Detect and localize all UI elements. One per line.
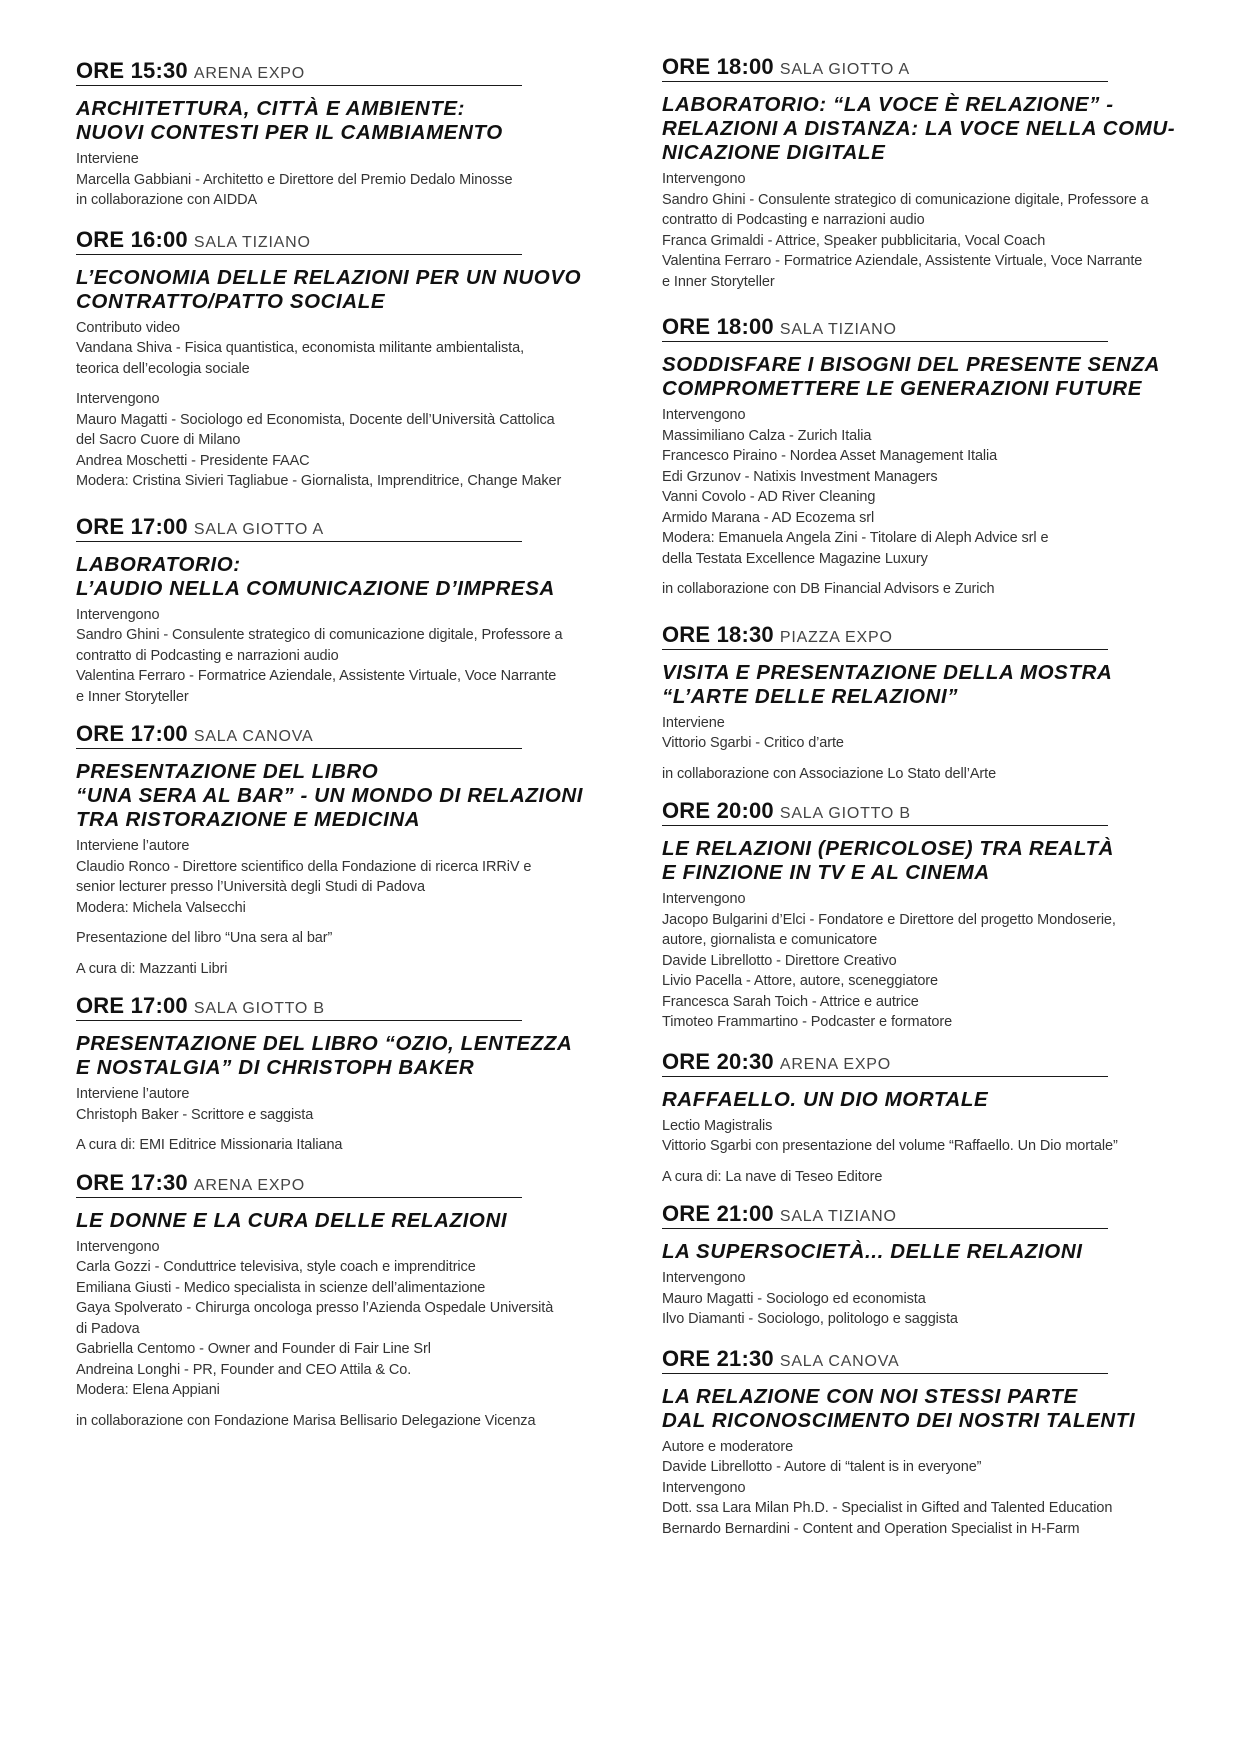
event-header: [76, 993, 522, 1021]
event-venue: SALA TIZIANO: [193, 233, 311, 251]
event-detail-line: Intervengono: [76, 391, 160, 407]
program-event: [662, 622, 1187, 785]
event-detail-line: Interviene: [76, 151, 139, 167]
event-venue: SALA TIZIANO: [779, 321, 897, 338]
event-title: LABORATORIO: L’AUDIO NELLA COMUNICAZIONE D’IMPRESA: [76, 552, 555, 600]
event-detail-line: Christoph Baker - Scrittore e saggista: [76, 1106, 314, 1123]
event-title: PRESENTAZIONE DEL LIBRO “OZIO, LENTEZZA E NOSTALGIA” DI CHRISTOPH BAKER: [76, 1032, 573, 1079]
event-detail-line: Intervengono: [662, 407, 746, 423]
block-gap: [662, 569, 1187, 579]
event-time: ORE 18:00: [662, 314, 774, 339]
event-detail-line: in collaborazione con AIDDA: [76, 192, 258, 208]
program-event: [76, 1170, 601, 1432]
event-time: ORE 15:30: [76, 58, 188, 83]
program-event: [76, 227, 601, 492]
event-detail-line: Francesco Piraino - Nordea Asset Management Italia: [662, 448, 998, 464]
event-time: ORE 20:30: [662, 1048, 774, 1074]
program-event: [76, 721, 601, 979]
event-time: ORE 20:00: [662, 798, 774, 823]
event-detail-line: A cura di: Mazzanti Libri: [76, 960, 228, 977]
event-detail-line: contratto di Podcasting e narrazioni audio: [662, 212, 925, 228]
event-detail-line: Marcella Gabbiani - Architetto e Direttore del Premio Dedalo Minosse: [76, 171, 513, 188]
event-time: ORE 17:00: [76, 513, 188, 539]
event-time: ORE 17:00: [76, 721, 188, 746]
event-time: ORE 16:00: [76, 226, 188, 252]
event-detail-line: Sandro Ghini - Consulente strategico di comunicazione digitale, Professore a: [662, 191, 1149, 208]
event-detail-line: Modera: Elena Appiani: [76, 1382, 220, 1398]
event-detail-line: e Inner Storyteller: [662, 273, 775, 290]
event-title: LABORATORIO: “LA VOCE È RELAZIONE” - RELAZIONI A DISTANZA: LA VOCE NELLA COMU- NICAZIONE DIGITALE: [662, 93, 1176, 164]
event-detail-line: Interviene: [662, 714, 725, 731]
event-title: LE DONNE E LA CURA DELLE RELAZIONI: [76, 1208, 508, 1232]
program-event: [662, 314, 1187, 600]
event-detail-line: Valentina Ferraro - Formatrice Aziendale, Assistente Virtuale, Voce Narrante: [76, 668, 557, 684]
event-header: [662, 54, 1108, 82]
event-detail-line: Modera: Emanuela Angela Zini - Titolare di Aleph Advice srl e: [662, 530, 1049, 546]
event-venue: SALA GIOTTO A: [193, 520, 325, 538]
event-detail-line: Armido Marana - AD Ecozema srl: [662, 509, 875, 526]
event-detail-line: Interviene l’autore: [76, 838, 190, 854]
event-header: [662, 798, 1108, 826]
event-header: [76, 721, 522, 749]
event-detail-line: Mauro Magatti - Sociologo ed Economista, Docente dell’Università Cattolica: [76, 411, 555, 428]
block-gap: [76, 1401, 601, 1411]
event-detail-line: autore, giornalista e comunicatore: [662, 932, 878, 948]
event-title: L’ECONOMIA DELLE RELAZIONI PER UN NUOVO CONTRATTO/PATTO SOCIALE: [76, 265, 582, 313]
event-detail-line: Presentazione del libro “Una sera al bar”: [76, 930, 333, 946]
event-detail-line: Francesca Sarah Toich - Attrice e autrice: [662, 993, 919, 1010]
event-detail-line: in collaborazione con Associazione Lo Stato dell’Arte: [662, 765, 997, 782]
block-gap: [76, 1125, 601, 1135]
event-detail-line: Vanni Covolo - AD River Cleaning: [662, 489, 876, 505]
event-title: LA RELAZIONE CON NOI STESSI PARTE DAL RICONOSCIMENTO DEI NOSTRI TALENTI: [662, 1384, 1136, 1432]
event-detail-line: Davide Librellotto - Autore di “talent is in everyone”: [662, 1459, 982, 1475]
event-detail-line: e Inner Storyteller: [76, 688, 189, 705]
event-detail-line: senior lecturer presso l’Università degli Studi di Padova: [76, 879, 425, 895]
event-detail-line: Valentina Ferraro - Formatrice Aziendale, Assistente Virtuale, Voce Narrante: [662, 253, 1143, 269]
event-venue: ARENA EXPO: [193, 65, 306, 82]
event-header: [662, 1049, 1108, 1077]
event-title: VISITA E PRESENTAZIONE DELLA MOSTRA “L’ARTE DELLE RELAZIONI”: [662, 660, 1113, 708]
event-detail-line: Intervengono: [662, 171, 746, 187]
event-detail-line: Interviene l’autore: [76, 1086, 190, 1102]
event-time: ORE 18:00: [662, 54, 774, 79]
event-detail-line: contratto di Podcasting e narrazioni audio: [76, 647, 339, 664]
block-gap: [662, 754, 1187, 764]
event-venue: SALA GIOTTO A: [779, 61, 911, 78]
event-detail-line: A cura di: EMI Editrice Missionaria Italiana: [76, 1137, 343, 1153]
event-header: [662, 622, 1108, 650]
event-time: ORE 18:30: [662, 621, 774, 647]
event-time: ORE 17:30: [76, 1169, 188, 1195]
event-venue: SALA CANOVA: [193, 728, 314, 745]
program-event: [662, 54, 1187, 292]
event-detail-line: teorica dell’ecologia sociale: [76, 360, 250, 377]
program-event: [76, 58, 601, 211]
event-detail-line: Gaya Spolverato - Chirurga oncologa presso l’Azienda Ospedale Università: [76, 1300, 554, 1316]
event-detail-line: Contributo video: [76, 319, 180, 336]
event-detail-line: Modera: Cristina Sivieri Tagliabue - Giornalista, Imprenditrice, Change Maker: [76, 473, 562, 489]
program-event: [662, 1346, 1187, 1540]
event-detail-line: Autore e moderatore: [662, 1438, 794, 1455]
event-detail-line: Massimiliano Calza - Zurich Italia: [662, 427, 872, 444]
right-column: [662, 54, 1187, 1553]
event-detail-line: Intervengono: [662, 891, 746, 907]
event-detail-line: in collaborazione con DB Financial Advisors e Zurich: [662, 581, 995, 597]
event-title: LA SUPERSOCIETÀ... DELLE RELAZIONI: [662, 1240, 1083, 1263]
event-detail-line: Intervengono: [76, 606, 160, 623]
event-detail-line: Sandro Ghini - Consulente strategico di comunicazione digitale, Professore a: [76, 627, 563, 643]
event-time: ORE 17:00: [76, 993, 188, 1018]
event-title: RAFFAELLO. UN DIO MORTALE: [662, 1087, 989, 1111]
event-title: LE RELAZIONI (PERICOLOSE) TRA REALTÀ E FINZIONE IN TV E AL CINEMA: [662, 837, 1115, 884]
event-detail-line: Gabriella Centomo - Owner and Founder di Fair Line Srl: [76, 1341, 431, 1357]
block-gap: [76, 918, 601, 928]
event-detail-line: in collaborazione con Fondazione Marisa Bellisario Delegazione Vicenza: [76, 1412, 536, 1429]
program-event: [662, 1049, 1187, 1188]
event-venue: SALA GIOTTO B: [779, 805, 911, 822]
event-detail-line: A cura di: La nave di Teseo Editore: [662, 1168, 883, 1185]
event-detail-line: Lectio Magistralis: [662, 1117, 773, 1134]
event-header: [662, 1201, 1108, 1229]
event-detail-line: Andreina Longhi - PR, Founder and CEO Attila & Co.: [76, 1361, 412, 1378]
event-detail-line: Andrea Moschetti - Presidente FAAC: [76, 452, 310, 469]
event-title: SODDISFARE I BISOGNI DEL PRESENTE SENZA COMPROMETTERE LE GENERAZIONI FUTURE: [662, 353, 1161, 400]
block-gap: [662, 1157, 1187, 1167]
event-header: [76, 58, 522, 86]
event-detail-line: Jacopo Bulgarini d’Elci - Fondatore e Direttore del progetto Mondoserie,: [662, 911, 1116, 928]
event-detail-line: Franca Grimaldi - Attrice, Speaker pubblicitaria, Vocal Coach: [662, 232, 1046, 249]
event-detail-line: Intervengono: [76, 1238, 160, 1255]
event-detail-line: Davide Librellotto - Direttore Creativo: [662, 952, 897, 969]
block-gap: [76, 949, 601, 959]
event-detail-line: del Sacro Cuore di Milano: [76, 432, 241, 448]
event-detail-line: Vittorio Sgarbi con presentazione del volume “Raffaello. Un Dio mortale”: [662, 1138, 1118, 1154]
event-venue: ARENA EXPO: [779, 1055, 892, 1073]
program-event: [662, 1201, 1187, 1330]
event-title: ARCHITETTURA, CITTÀ E AMBIENTE: NUOVI CONTESTI PER IL CAMBIAMENTO: [76, 97, 503, 144]
event-venue: PIAZZA EXPO: [779, 628, 893, 646]
event-detail-line: di Padova: [76, 1320, 140, 1337]
program-event: [76, 514, 601, 708]
event-detail-line: Vittorio Sgarbi - Critico d’arte: [662, 735, 844, 751]
event-detail-line: Ilvo Diamanti - Sociologo, politologo e saggista: [662, 1311, 958, 1327]
event-detail-line: Bernardo Bernardini - Content and Operation Specialist in H-Farm: [662, 1520, 1080, 1537]
event-time: ORE 21:30: [662, 1345, 774, 1371]
event-venue: ARENA EXPO: [193, 1176, 306, 1194]
event-header: [76, 227, 522, 255]
left-column: [76, 58, 601, 1445]
event-venue: SALA GIOTTO B: [193, 1000, 325, 1017]
event-detail-line: Dott. ssa Lara Milan Ph.D. - Specialist in Gifted and Talented Education: [662, 1500, 1113, 1516]
event-venue: SALA CANOVA: [779, 1352, 900, 1370]
event-detail-line: della Testata Excellence Magazine Luxury: [662, 550, 928, 567]
event-detail-line: Intervengono: [662, 1270, 746, 1286]
event-detail-line: Modera: Michela Valsecchi: [76, 899, 246, 916]
event-detail-line: Mauro Magatti - Sociologo ed economista: [662, 1290, 926, 1307]
event-detail-line: Emiliana Giusti - Medico specialista in scienze dell’alimentazione: [76, 1279, 486, 1296]
event-header: [662, 1346, 1108, 1374]
event-title: PRESENTAZIONE DEL LIBRO “UNA SERA AL BAR” - UN MONDO DI RELAZIONI TRA RISTORAZIONE E MEDICINA: [76, 760, 584, 831]
block-gap: [76, 379, 601, 389]
program-event: [662, 798, 1187, 1033]
event-detail-line: Livio Pacella - Attore, autore, sceneggiatore: [662, 973, 938, 989]
event-header: [76, 1170, 522, 1198]
event-header: [662, 314, 1108, 342]
event-detail-line: Timoteo Frammartino - Podcaster e formatore: [662, 1014, 953, 1030]
event-detail-line: Claudio Ronco - Direttore scientifico della Fondazione di ricerca IRRiV e: [76, 858, 532, 875]
event-detail-line: Intervengono: [662, 1479, 746, 1496]
event-header: [76, 514, 522, 542]
event-detail-line: Vandana Shiva - Fisica quantistica, economista militante ambientalista,: [76, 340, 525, 356]
program-event: [76, 993, 601, 1156]
event-detail-line: Carla Gozzi - Conduttrice televisiva, style coach e imprenditrice: [76, 1259, 476, 1275]
event-time: ORE 21:00: [662, 1201, 774, 1226]
event-venue: SALA TIZIANO: [779, 1208, 897, 1225]
event-detail-line: Edi Grzunov - Natixis Investment Managers: [662, 468, 938, 485]
